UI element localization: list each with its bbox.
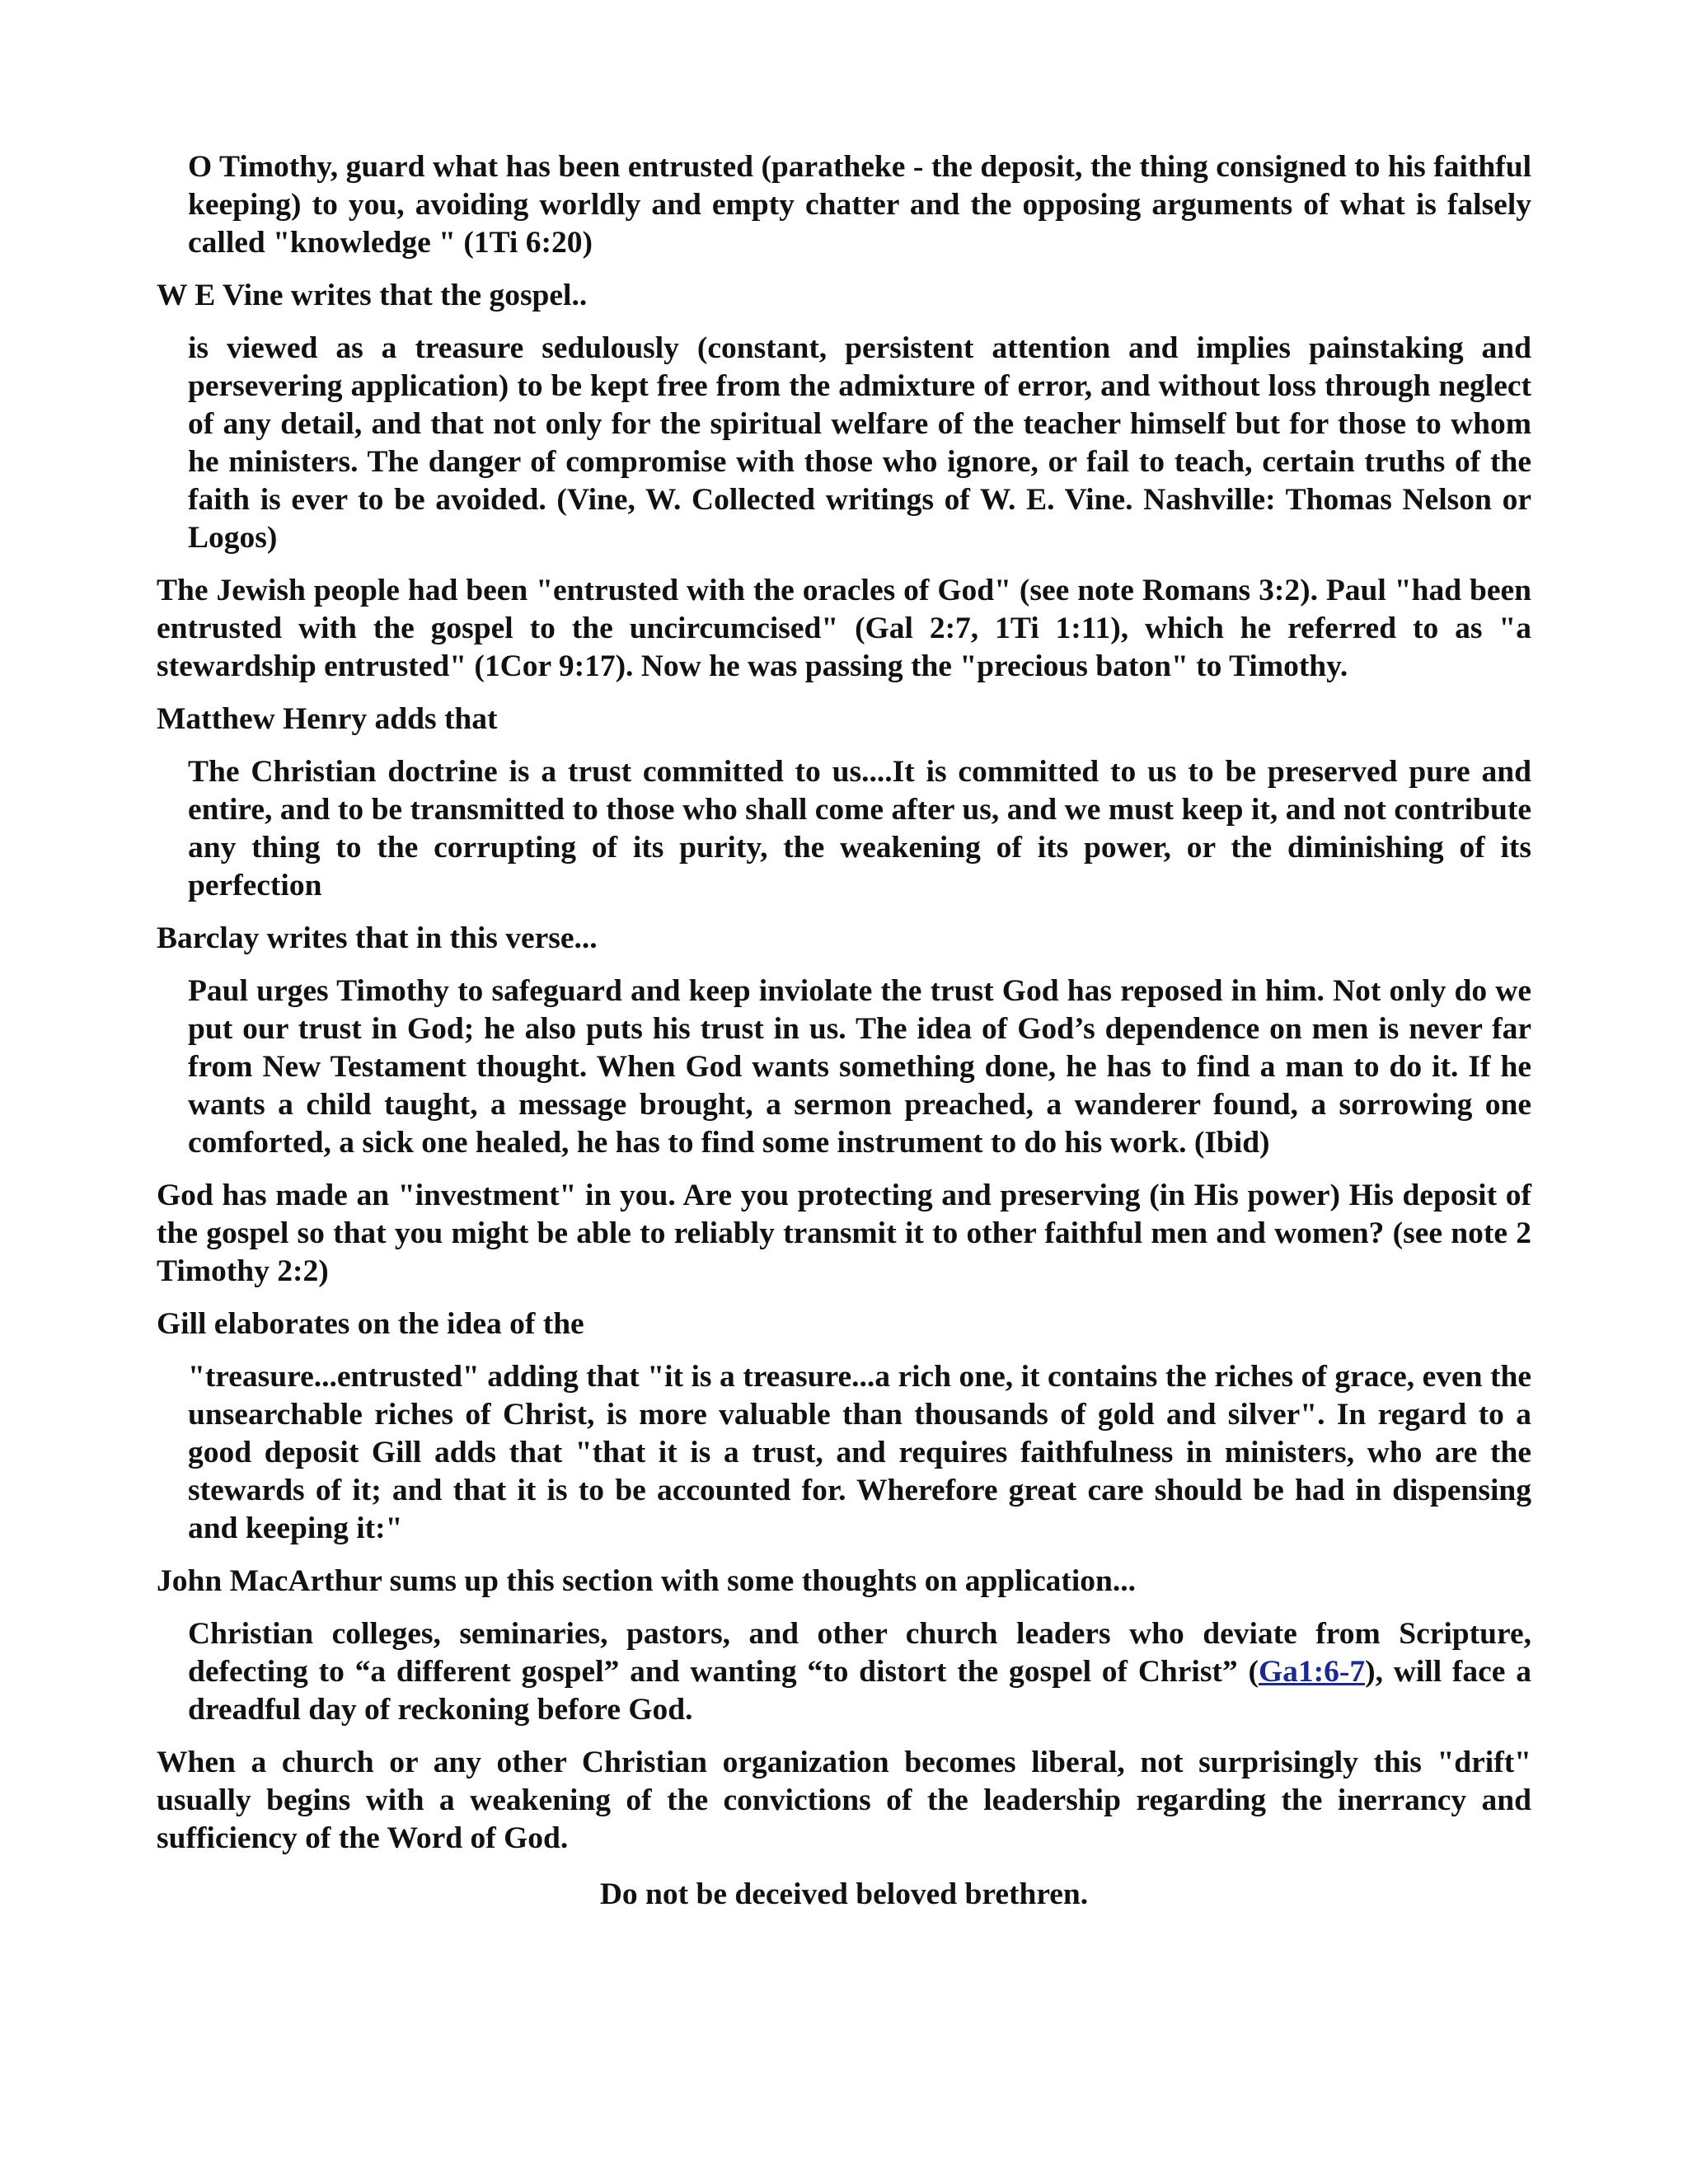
macarthur-intro: John MacArthur sums up this section with some thoughts on application... xyxy=(157,1564,1137,1598)
liberal-paragraph: When a church or any other Christian organization becomes liberal, not surprisingly this "drift" usually begins with a weakening of the convictions of the leadership regarding the inerrancy and sufficiency of the Word of God. xyxy=(157,1746,1531,1855)
quote-timothy: O Timothy, guard what has been entrusted (paratheke - the deposit, the thing consigned to his faithful keeping) to you, avoiding worldly and empty chatter and the opposing arguments of what is falsely called "knowledge " (1Ti 6:20) xyxy=(188,150,1531,260)
investment-paragraph: God has made an "investment" in you. Are you protecting and preserving (in His power) His deposit of the gospel so that you might be able to reliably transmit it to other faithful men and women? (see note 2 Timothy 2:2) xyxy=(157,1179,1531,1288)
henry-intro: Matthew Henry adds that xyxy=(157,702,498,736)
document-page xyxy=(157,148,1531,1945)
macarthur-quote-text-before: Christian colleges, seminaries, pastors, and other church leaders who deviate from Scripture, defecting to “a different gospel” and wanting “to distort the gospel of Christ” ( xyxy=(188,1617,1531,1689)
galatians-reference-link[interactable]: Ga1:6-7 xyxy=(1258,1655,1366,1689)
vine-quote: is viewed as a treasure sedulously (constant, persistent attention and implies painstaking and persevering application) to be kept free from the admixture of error, and without loss through neglect of any detail, and that not only for the spiritual welfare of the teacher himself but for those to whom he ministers. The danger of compromise with those who ignore, or fail to teach, certain truths of the faith is ever to be avoided. (Vine, W. Collected writings of W. E. Vine. Nashville: Thomas Nelson or Logos) xyxy=(188,331,1531,555)
vine-intro: W E Vine writes that the gospel.. xyxy=(157,279,588,312)
macarthur-quote xyxy=(188,1615,1531,1729)
gill-intro: Gill elaborates on the idea of the xyxy=(157,1307,584,1341)
gill-quote: "treasure...entrusted" adding that "it is a treasure...a rich one, it contains the riches of grace, even the unsearchable riches of Christ, is more valuable than thousands of gold and silver". In regard to a good deposit Gill adds that "that it is a trust, and requires faithfulness in ministers, who are the stewards of it; and that it is to be accounted for. Wherefore great care should be had in dispensing and keeping it:" xyxy=(188,1360,1531,1545)
macarthur-quote-text-after: ), will face a dreadful day of reckoning before God. xyxy=(188,1655,1531,1727)
henry-quote: The Christian doctrine is a trust committed to us....It is committed to us to be preserved pure and entire, and to be transmitted to those who shall come after us, and we must keep it, and not contribute any thing to the corrupting of its purity, the weakening of its power, or the diminishing of its perfection xyxy=(188,755,1531,902)
barclay-intro: Barclay writes that in this verse... xyxy=(157,921,598,955)
closing-line: Do not be deceived beloved brethren. xyxy=(599,1877,1089,1911)
barclay-quote: Paul urges Timothy to safeguard and keep inviolate the trust God has reposed in him. Not only do we put our trust in God; he also puts his trust in us. The idea of God’s dependence on men is never far from New Testament thought. When God wants something done, he has to find a man to do it. If he wants a child taught, a message brought, a sermon preached, a wanderer found, a sorrowing one comforted, a sick one healed, he has to find some instrument to do his work. (Ibid) xyxy=(188,974,1531,1160)
jewish-paragraph: The Jewish people had been "entrusted with the oracles of God" (see note Romans 3:2). Paul "had been entrusted with the gospel to the uncircumcised" (Gal 2:7, 1Ti 1:11), which he referred to as "a stewardship entrusted" (1Cor 9:17). Now he was passing the "precious baton" to Timothy. xyxy=(157,574,1531,683)
